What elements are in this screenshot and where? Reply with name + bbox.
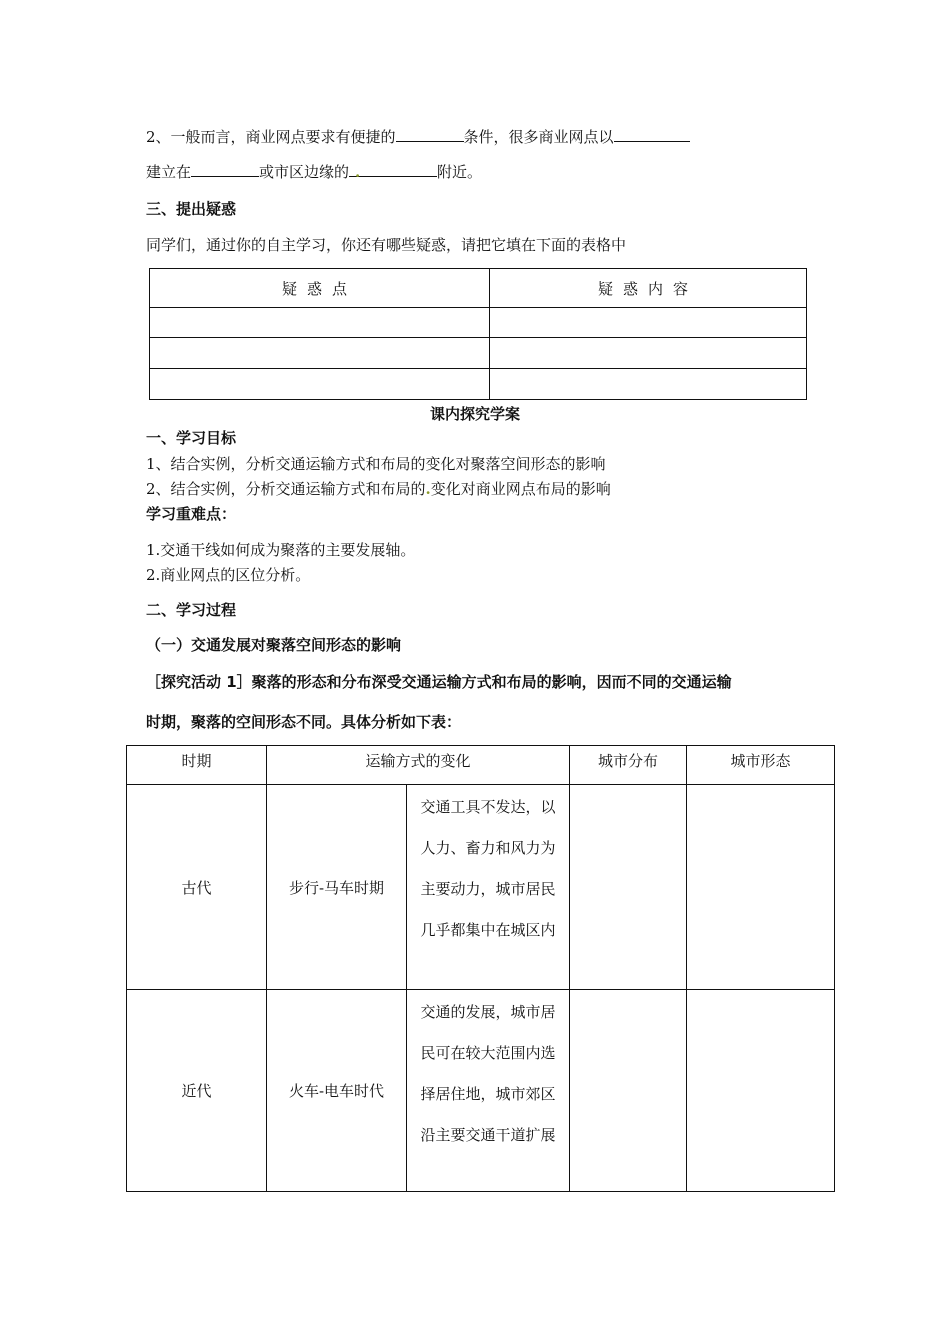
q2-text-2: 条件，很多商业网点以 [463, 128, 614, 146]
key-points-heading: 学习重难点： [146, 505, 237, 523]
activity-1-line-2: 时期，聚落的空间形态不同。具体分析如下表： [146, 713, 462, 731]
doubts-header-point: 疑惑点 [150, 269, 490, 308]
doubt-content-cell[interactable] [490, 338, 807, 369]
goals-heading: 一、学习目标 [146, 429, 237, 447]
doubt-point-cell[interactable] [150, 338, 490, 369]
doubts-header-content: 疑惑内容 [490, 269, 807, 308]
key-point-1: 1.交通干线如何成为聚落的主要发展轴。 [146, 541, 416, 559]
doubt-content-cell[interactable] [490, 308, 807, 338]
key-point-2: 2.商业网点的区位分析。 [146, 566, 311, 584]
table-row [127, 990, 835, 1192]
subsection-1-heading: （一）交通发展对聚落空间形态的影响 [146, 636, 402, 654]
section-3-heading: 三、提出疑惑 [146, 200, 237, 218]
doubt-point-cell[interactable] [150, 308, 490, 338]
q2-text-4: 或市区边缘的 [259, 163, 350, 181]
change-description-cell: 交通的发展，城市居民可在较大范围内选择居住地，城市郊区沿主要交通干道扩展 [407, 990, 570, 1192]
doubt-content-cell[interactable] [490, 369, 807, 400]
header-city-distribution: 城市分布 [570, 746, 687, 785]
city-distribution-cell[interactable] [570, 785, 687, 990]
goal-2-text-1: 2、结合实例，分析交通运输方式和布局的 [146, 480, 426, 498]
q2-blank-2[interactable] [614, 127, 690, 142]
q2-dot-mark: . [355, 163, 361, 181]
goal-2-text-2: 变化对商业网点布局的影响 [430, 480, 611, 498]
q2-blank-3[interactable] [191, 162, 259, 177]
goal-2-dot-mark: . [425, 480, 431, 498]
question-2-line-2 [146, 162, 482, 182]
transport-table [126, 745, 835, 1192]
city-form-cell[interactable] [687, 990, 835, 1192]
doubts-table [149, 268, 807, 400]
goal-1: 1、结合实例，分析交通运输方式和布局的变化对聚落空间形态的影响 [146, 455, 606, 473]
city-form-cell[interactable] [687, 785, 835, 990]
activity-1-line-1: ［探究活动 1］聚落的形态和分布深受交通运输方式和布局的影响，因而不同的交通运输 [146, 673, 732, 691]
doubt-point-cell[interactable] [150, 369, 490, 400]
table-row [127, 785, 835, 990]
section-3-instruction: 同学们，通过你的自主学习，你还有哪些疑惑，请把它填在下面的表格中 [146, 236, 627, 254]
mode-cell: 火车-电车时代 [267, 990, 407, 1192]
change-description-cell: 交通工具不发达，以人力、畜力和风力为主要动力，城市居民几乎都集中在城区内 [407, 785, 570, 990]
process-heading: 二、学习过程 [146, 601, 237, 619]
question-2-line-1 [146, 127, 690, 147]
city-distribution-cell[interactable] [570, 990, 687, 1192]
mode-cell: 步行-马车时期 [267, 785, 407, 990]
q2-text-1: 2、一般而言，商业网点要求有便捷的 [146, 128, 396, 146]
period-cell: 古代 [127, 785, 267, 990]
period-cell: 近代 [127, 990, 267, 1192]
q2-blank-1[interactable] [396, 127, 464, 142]
q2-blank-4[interactable] [349, 162, 437, 181]
goal-2 [146, 479, 611, 499]
q2-text-3: 建立在 [146, 163, 192, 181]
header-city-form: 城市形态 [687, 746, 835, 785]
q2-text-5: 附近。 [437, 163, 483, 181]
header-transport-change: 运输方式的变化 [267, 746, 570, 785]
header-period: 时期 [127, 746, 267, 785]
inclass-title: 课内探究学案 [429, 405, 520, 423]
